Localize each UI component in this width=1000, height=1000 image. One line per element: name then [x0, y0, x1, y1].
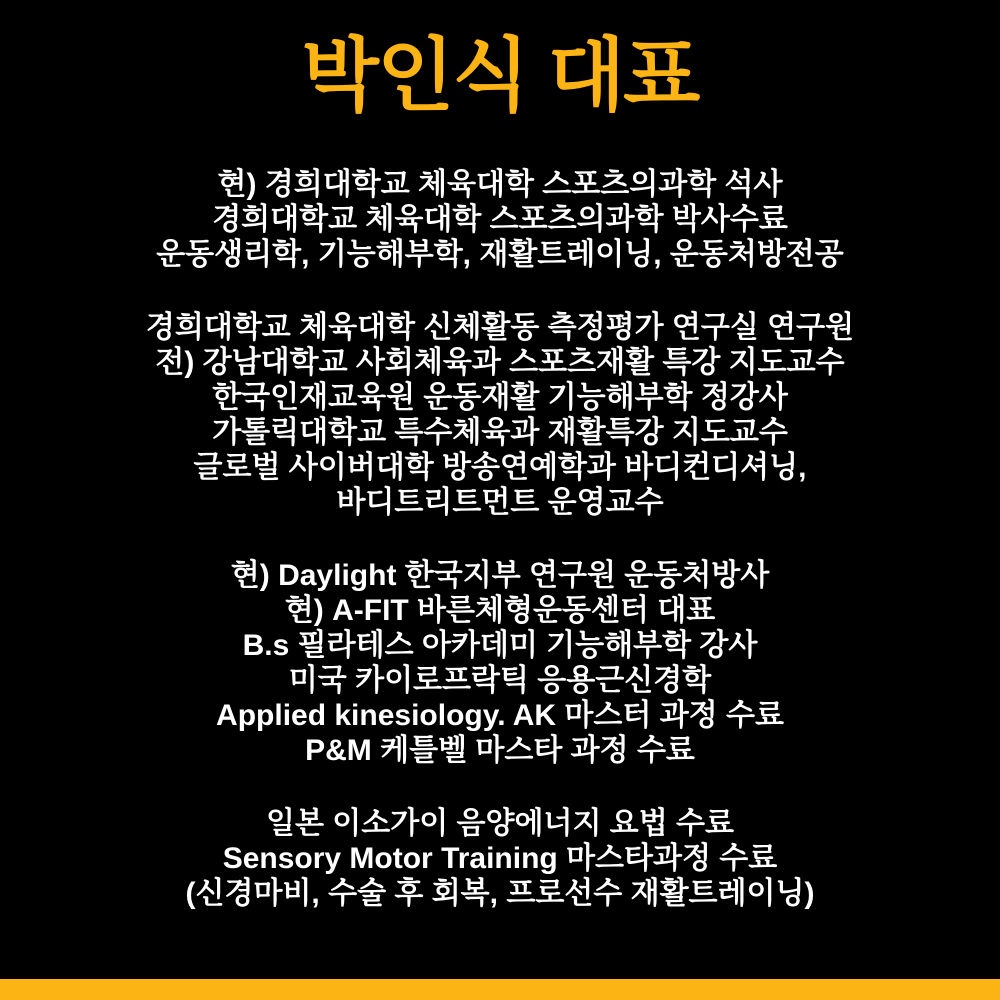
bio-line: 경희대학교 체육대학 스포츠의과학 박사수료 [212, 203, 788, 236]
bio-line: (신경마비, 수술 후 회복, 프로선수 재활트레이닝) [185, 877, 815, 910]
bio-line: 글로벌 사이버대학 방송연예학과 바디컨디셔닝, [193, 451, 807, 484]
bio-line: 운동생리학, 기능해부학, 재활트레이닝, 운동처방전공 [156, 238, 844, 271]
page-title: 박인식 대표 [301, 31, 699, 120]
bio-line: 일본 이소가이 음양에너지 요법 수료 [265, 807, 735, 840]
bio-line: 현) A-FIT 바른체형운동센터 대표 [284, 594, 716, 627]
bio-line: 현) 경희대학교 체육대학 스포츠의과학 석사 [217, 168, 783, 201]
bio-line: 가톨릭대학교 특수체육과 재활특강 지도교수 [212, 416, 788, 449]
bio-line: B.s 필라테스 아카데미 기능해부학 강사 [242, 629, 758, 662]
bio-line: 미국 카이로프락틱 응용근신경학 [288, 664, 712, 697]
bio-text [0, 167, 1000, 911]
bio-line: Applied kinesiology. AK 마스터 과정 수료 [216, 699, 784, 732]
bio-section-education [0, 167, 1000, 272]
bio-line: Sensory Motor Training 마스타과정 수료 [222, 842, 778, 875]
bio-line: P&M 케틀벨 마스타 과정 수료 [305, 734, 695, 767]
bio-section-past-positions [0, 310, 1000, 520]
bio-line: 바디트리트먼트 운영교수 [336, 486, 664, 519]
bio-section-current-positions [0, 558, 1000, 768]
bio-line: 한국인재교육원 운동재활 기능해부학 정강사 [212, 381, 788, 414]
bio-section-certifications [0, 806, 1000, 911]
bio-line: 현) Daylight 한국지부 연구원 운동처방사 [230, 559, 770, 592]
bio-line: 경희대학교 체육대학 신체활동 측정평가 연구실 연구원 [145, 311, 855, 344]
bio-line: 전) 강남대학교 사회체육과 스포츠재활 특강 지도교수 [155, 346, 845, 379]
bottom-accent-bar [0, 979, 1000, 1000]
